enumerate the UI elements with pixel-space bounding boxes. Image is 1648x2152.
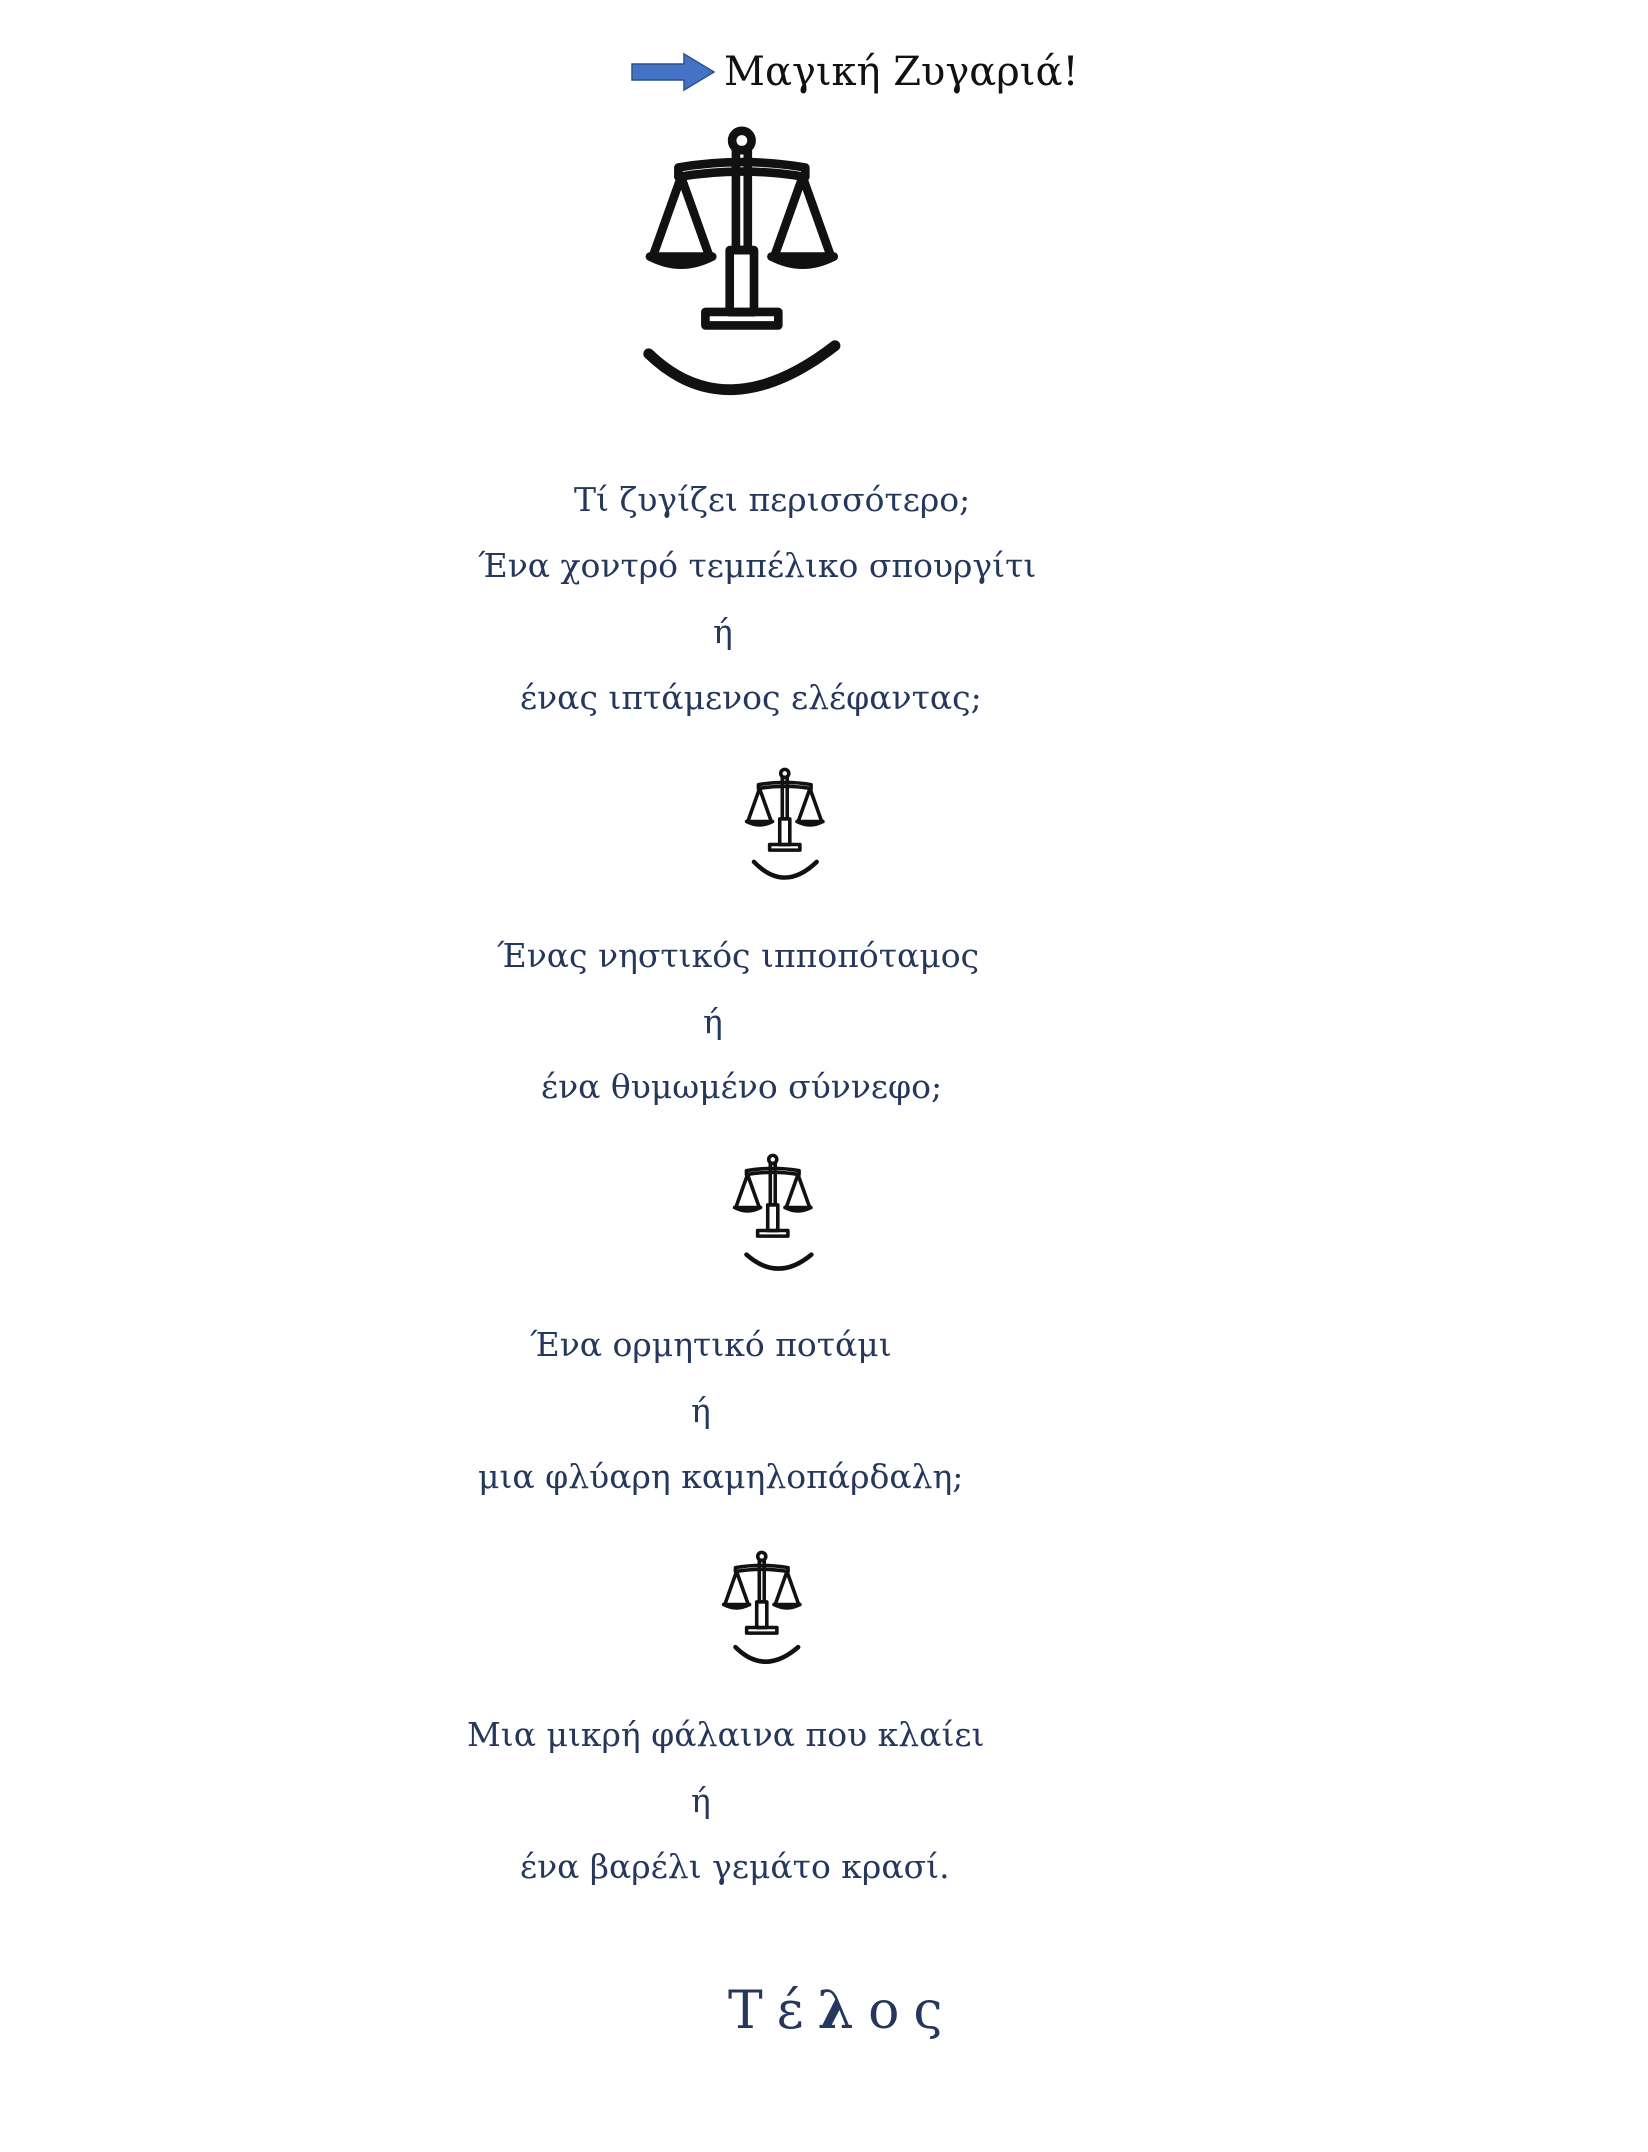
page-title: Μαγική Ζυγαριά!	[724, 49, 1079, 95]
ending-part-2: λ	[817, 1980, 869, 2041]
stanza-4-or: ή	[691, 1781, 711, 1820]
ending-part-3: ος	[868, 1981, 957, 2041]
stanza-1-question: Τί ζυγίζει περισσότερο;	[574, 480, 971, 519]
smiling-scale-icon	[722, 1543, 834, 1693]
ending-part-1: Τέ	[728, 1981, 818, 2041]
stanza-3-second: μια φλύαρη καμηλοπάρδαλη;	[478, 1457, 964, 1496]
stanza-2-or: ή	[703, 1002, 723, 1041]
stanza-4-second: ένα βαρέλι γεμάτο κρασί.	[520, 1847, 950, 1886]
smiling-scale-icon	[745, 766, 857, 904]
stanza-2-second: ένα θυμωμένο σύννεφο;	[541, 1067, 943, 1106]
right-arrow-icon	[630, 52, 716, 92]
stanza-1-second: ένας ιπτάμενος ελέφαντας;	[520, 678, 982, 717]
stanza-3-first: Ένα ορμητικό ποτάμι	[530, 1325, 892, 1364]
title-row	[630, 42, 1079, 102]
smiling-scale-icon	[733, 1146, 845, 1296]
smiling-scale-icon	[646, 124, 916, 454]
ending-word	[728, 1980, 957, 2041]
stanza-2-first: Ένας νηστικός ιπποπόταμος	[497, 936, 980, 975]
stanza-4-first: Μια μικρή φάλαινα που κλαίει	[467, 1715, 985, 1754]
stanza-1-or: ή	[713, 612, 733, 651]
stanza-1-first: Ένα χοντρό τεμπέλικο σπουργίτι	[478, 546, 1037, 585]
stanza-3-or: ή	[691, 1391, 711, 1430]
